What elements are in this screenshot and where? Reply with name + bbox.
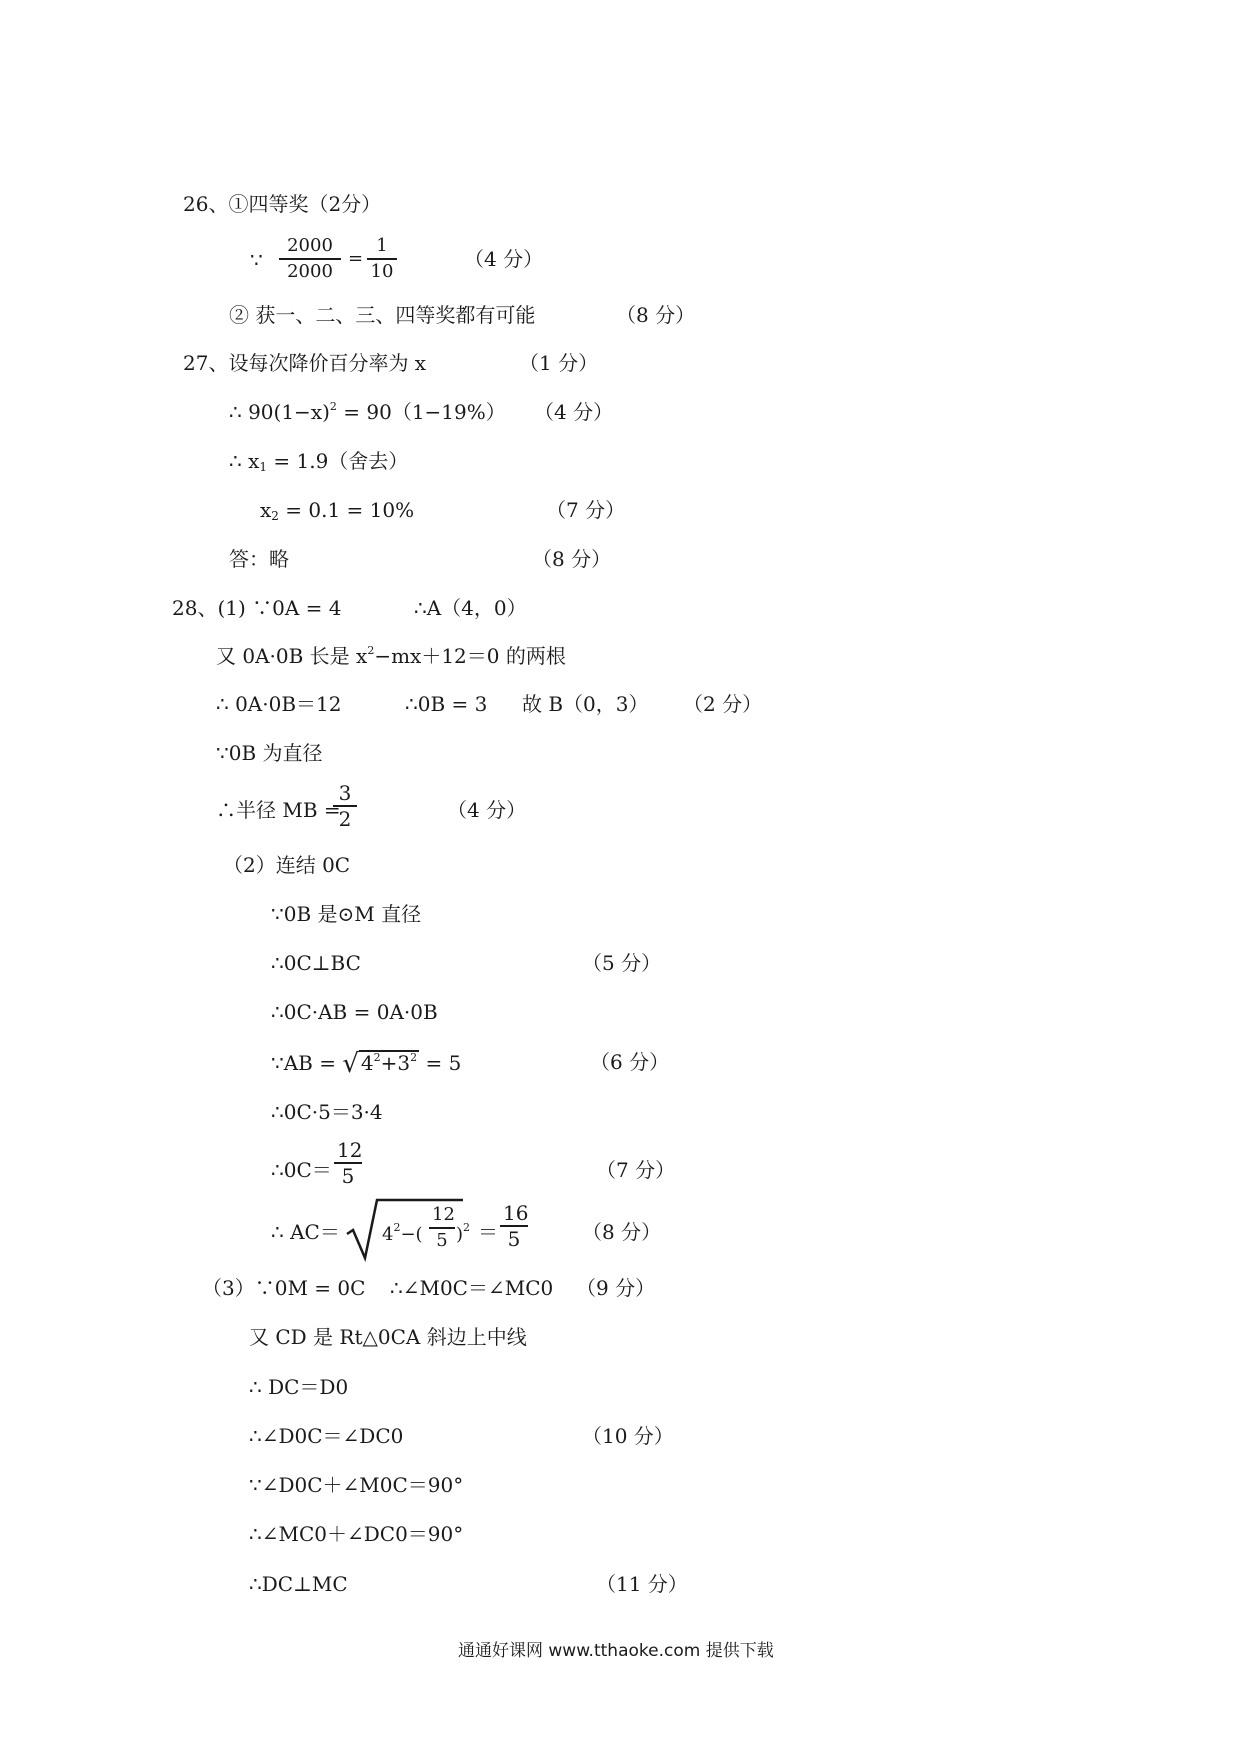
- q27-heading: 27、设每次降价百分率为 x: [183, 351, 427, 375]
- q28-part3-line-1: 又 CD 是 Rt△0CA 斜边上中线: [249, 1325, 527, 1349]
- q27-root-2: x2 = 0.1 = 10%: [260, 498, 415, 523]
- q28-score-10: （10 分）: [582, 1424, 674, 1448]
- q28-radius-fraction: $\frac{3}{2}$: [333, 781, 357, 831]
- q28-score-11: （11 分）: [596, 1572, 688, 1596]
- q26-score-1: （4 分）: [464, 247, 544, 271]
- q28-part2-line-1: ∵0B 是⊙M 直径: [271, 902, 422, 926]
- q28-part2-line-2: ∴0C⊥BC: [271, 951, 361, 975]
- q28-line-3a: ∴ 0A·0B＝12: [216, 692, 342, 716]
- q26-score-2: （8 分）: [616, 303, 696, 327]
- q28-part3-line-6: ∴DC⊥MC: [249, 1572, 348, 1596]
- because-symbol: ∵: [250, 248, 263, 272]
- q27-score-3: （7 分）: [546, 498, 626, 522]
- q28-heading: 28、(1) ∵0A = 4: [172, 596, 342, 620]
- q28-oc-fraction: $\frac{12}{5}$: [334, 1138, 362, 1188]
- q27-score-2: （4 分）: [534, 400, 614, 424]
- q28-line-3b: ∴0B = 3: [405, 692, 488, 716]
- q28-part2-line-4: ∵AB = √ $4^2+3^2 = 5$: [271, 1049, 462, 1079]
- q28-score-7: （7 分）: [596, 1158, 676, 1182]
- q28-score-9: （9 分）: [576, 1276, 656, 1300]
- q26-fraction-right: $\frac{1}{10}$: [367, 234, 397, 284]
- q28-score-5: （5 分）: [582, 951, 662, 975]
- equals-sign: =: [348, 248, 364, 269]
- q28-line-4: ∵0B 为直径: [216, 741, 323, 765]
- radicand-fraction: $\frac{12}{5}$: [429, 1203, 455, 1253]
- q28-score-8: （8 分）: [582, 1220, 662, 1244]
- q28-part2-line-6: ∴0C＝: [271, 1158, 332, 1182]
- q28-part2-heading: （2）连结 0C: [223, 853, 351, 877]
- q28-part2-line-3: ∴0C·AB = 0A·0B: [271, 1000, 438, 1024]
- radicand-4-squared: $4^2-$(: [382, 1221, 423, 1245]
- q27-equation: ∴ $90(1-x)^2 = 90(1-19\%)$: [229, 400, 506, 424]
- footer-source: 通通好课网 www.tthaoke.com 提供下载: [458, 1641, 774, 1661]
- q28-part2-line-5: ∴0C·5＝3·4: [271, 1100, 383, 1124]
- radicand-close: )$^2$: [456, 1221, 471, 1245]
- q28-part3-heading: （3）∵0M = 0C: [202, 1276, 366, 1300]
- q28-line-5: ∴半径 MB =: [216, 798, 341, 822]
- q27-score-1: （1 分）: [519, 351, 599, 375]
- q27-answer: 答：略: [229, 547, 289, 571]
- q27-score-4: （8 分）: [532, 547, 612, 571]
- q28-ac-fraction: $\frac{16}{5}$: [500, 1201, 528, 1251]
- q28-part2-line-7: ∴ AC＝: [271, 1220, 340, 1244]
- q28-part3-line-5: ∴∠MC0＋∠DC0＝90°: [249, 1522, 464, 1546]
- q28-part3-line-2: ∴ DC＝D0: [249, 1375, 349, 1399]
- q27-root-1: ∴ x1 = 1.9（舍去）: [229, 449, 409, 474]
- q28-line-2: 又 0A·0B 长是 $x^2-mx+12=0$ 的两根: [216, 644, 566, 668]
- q28-score-6: （6 分）: [590, 1050, 670, 1074]
- q26-fraction-left: $\frac{2000}{2000}$: [279, 234, 341, 284]
- q26-heading: 26、①四等奖（2分）: [183, 192, 382, 216]
- ac-equals: ＝: [478, 1220, 498, 1244]
- q28-part3-line-4: ∵∠D0C＋∠M0C＝90°: [249, 1473, 464, 1497]
- q28-part3-line-3: ∴∠D0C＝∠DC0: [249, 1424, 404, 1448]
- q28-part3-angle: ∴∠M0C＝∠MC0: [390, 1276, 554, 1300]
- q28-line-3c: 故 B（0，3）: [522, 692, 649, 716]
- q28-score-2: （2 分）: [683, 692, 763, 716]
- q28-point-a: ∴A（4，0）: [414, 596, 527, 620]
- q26-part2: ② 获一、二、三、四等奖都有可能: [229, 303, 536, 327]
- q28-score-4: （4 分）: [447, 798, 527, 822]
